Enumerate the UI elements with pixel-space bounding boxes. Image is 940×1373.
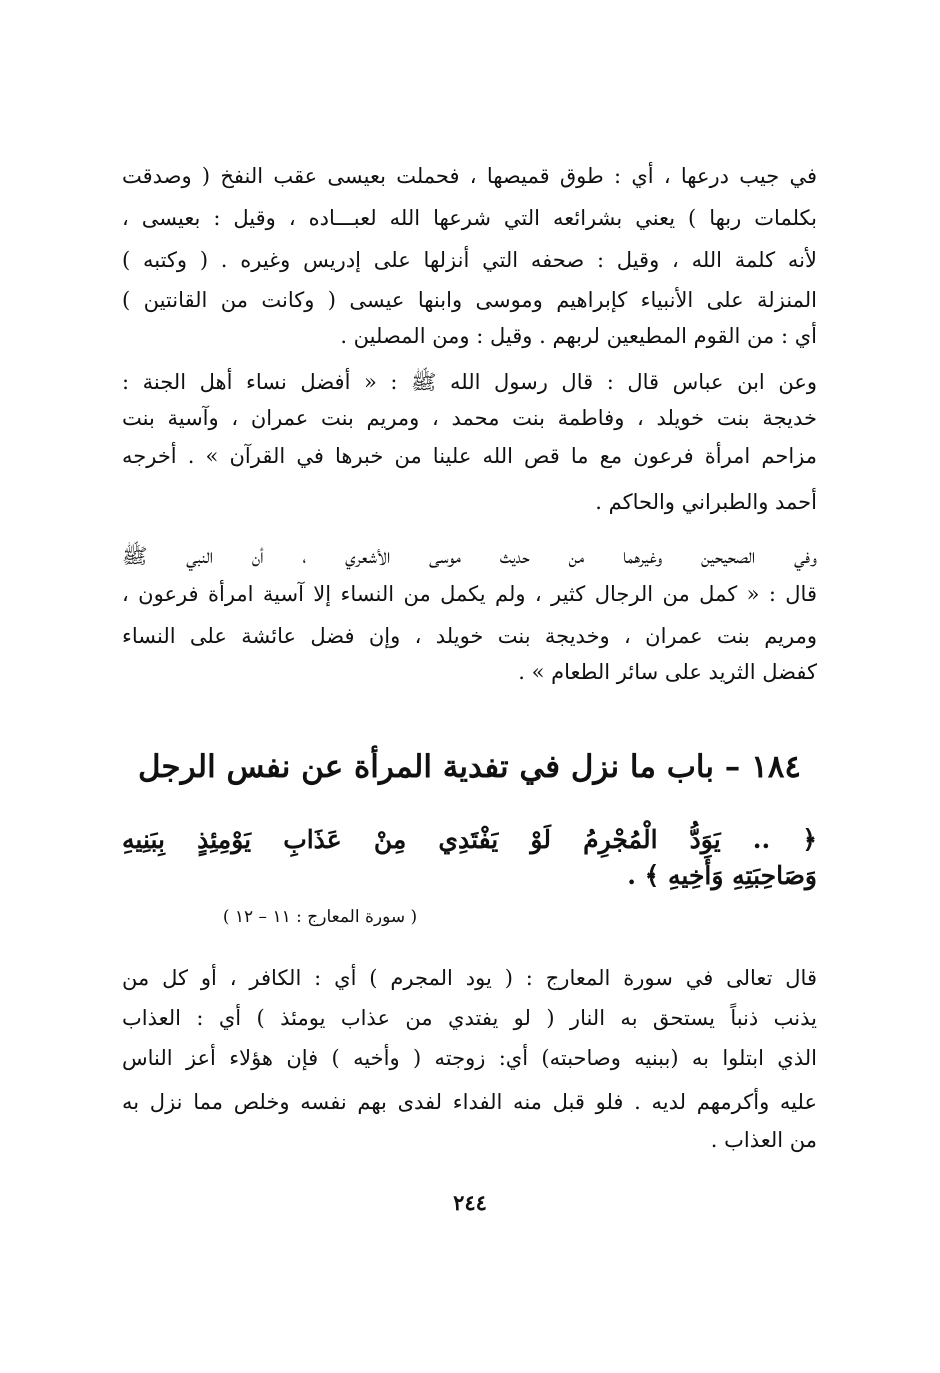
paragraph3-line-3: ومريم بنت عمران ، وخديجة بنت خويلد ، وإن فضل عائشة على النساء (122, 624, 817, 648)
page-number: ٢٤٤ (453, 1190, 487, 1215)
paragraph2-line-4: أحمد والطبراني والحاكم . (595, 490, 817, 514)
verse-line-2: وَصَاحِبَتِهِ وَأَخِيهِ ﴾ . (627, 861, 817, 890)
paragraph1-line-3: لأنه كلمة الله ، وقيل : صحفه التي أنزلها على إدريس وغيره . ( وكتبه ) (122, 248, 817, 272)
paragraph1-line-4: المنزلة على الأنبياء كإبراهيم وموسى وابنها عيسى ( وكانت من القانتين ) (122, 288, 817, 312)
paragraph2-line-3: مزاحم امرأة فرعون مع ما قص الله علينا من خبرها في القرآن » . أخرجه (122, 444, 817, 468)
paragraph2-line-2: خديجة بنت خويلد ، وفاطمة بنت محمد ، ومريم بنت عمران ، وآسية بنت (122, 406, 817, 430)
paragraph1-line-2: بكلمات ربها ) يعني بشرائعه التي شرعها الله لعبـــاده ، وقيل : بعيسى ، (122, 206, 817, 230)
paragraph4-line-1: قال تعالى في سورة المعارج : ( يود المجرم ) أي : الكافر ، أو كل من (122, 966, 817, 990)
paragraph4-line-4: عليه وأكرمهم لديه . فلو قبل منه الفداء لفدى بهم نفسه وخلص مما نزل به (122, 1090, 817, 1114)
verse-reference: ( سورة المعارج : ١١ – ١٢ ) (222, 907, 418, 927)
paragraph4-line-3: الذي ابتلوا به (ببنيه وصاحبته) أي: زوجته ( وأخيه ) فإن هؤلاء أعز الناس (122, 1046, 817, 1070)
paragraph4-line-2: يذنب ذنباً يستحق به النار ( لو يفتدي من عذاب يومئذ ) أي : العذاب (122, 1006, 817, 1030)
paragraph3-line-1: وفي الصحيحين وغيرهما من حديث موسى الأشعري ، أن النبي ﷺ (122, 544, 817, 568)
paragraph1-line-1: في جيب درعها ، أي : طوق قميصها ، فحملت بعيسى عقب النفخ ( وصدقت (122, 164, 817, 188)
paragraph3-line-4: كفضل الثريد على سائر الطعام » . (518, 660, 817, 684)
chapter-heading: ١٨٤ – باب ما نزل في تفدية المرأة عن نفس الرجل (137, 749, 802, 785)
paragraph3-line-2: قال : « كمل من الرجال كثير ، ولم يكمل من النساء إلا آسية امرأة فرعون ، (122, 582, 817, 606)
paragraph4-line-5: من العذاب . (710, 1128, 817, 1152)
paragraph2-line-1: وعن ابن عباس قال : قال رسول الله ﷺ : « أفضل نساء أهل الجنة : (122, 370, 817, 394)
verse-line-1: ﴿ .. يَوَدُّ الْمُجْرِمُ لَوْ يَفْتَدِي مِنْ عَذَابِ يَوْمِئِذٍ بِبَنِيهِ (122, 825, 817, 854)
paragraph1-line-5: أي : من القوم المطيعين لربهم . وقيل : ومن المصلين . (340, 324, 817, 348)
